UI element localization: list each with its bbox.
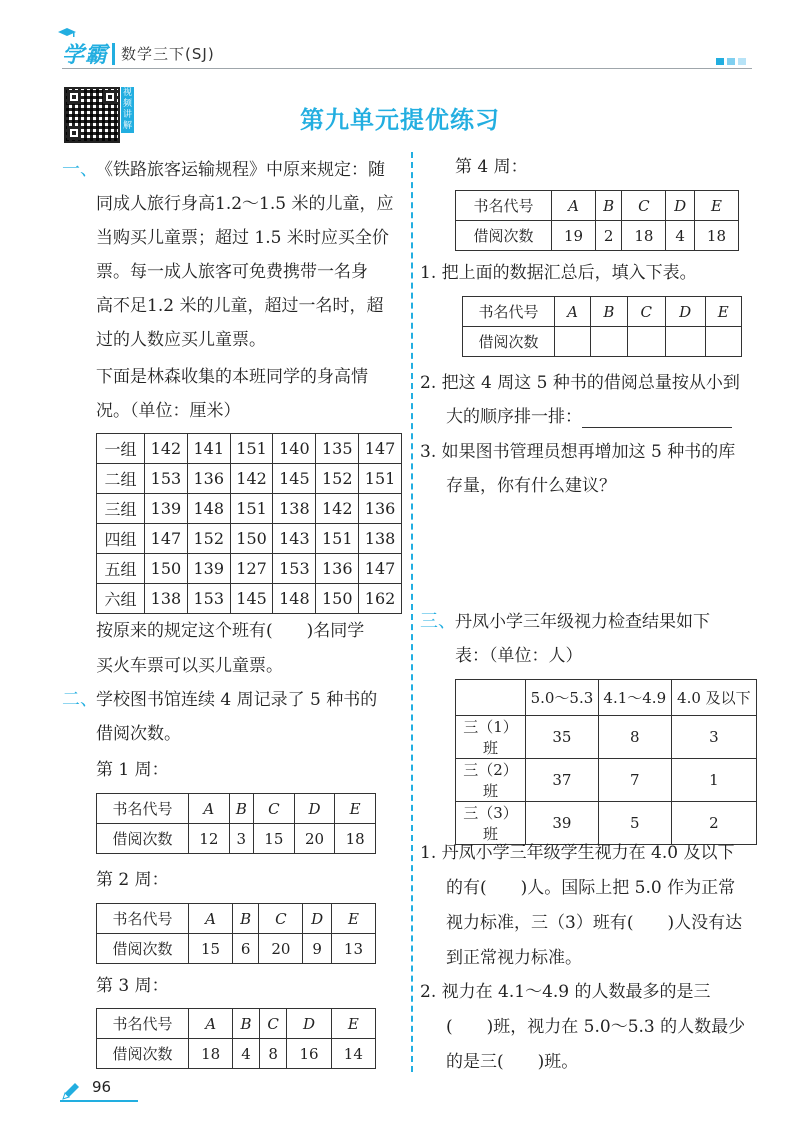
group-label: 六组 (97, 584, 145, 614)
table-cell: 150 (230, 524, 273, 554)
book-code: A (189, 1009, 233, 1039)
table-cell: 135 (316, 434, 359, 464)
answer-cell[interactable] (591, 327, 628, 357)
table-row (97, 554, 402, 584)
table-cell: 37 (526, 759, 599, 802)
q1-intro: 下面是林森收集的本班同学的身高情 (96, 367, 368, 387)
row-header: 借阅次数 (97, 1039, 189, 1069)
column-header: 4.1～4.9 (598, 680, 671, 716)
q1-line: 《铁路旅客运输规程》中原来规定：随 (96, 160, 385, 180)
vision-table (455, 679, 757, 845)
table-cell: 151 (359, 464, 402, 494)
table-cell: 150 (316, 584, 359, 614)
table-row (97, 934, 376, 964)
table-cell: 139 (145, 494, 188, 524)
q1-line: 高不足1.2 米的儿童，超过一名时，超 (96, 296, 384, 316)
answer-cell[interactable] (705, 327, 741, 357)
book-code: C (254, 794, 295, 824)
row-header: 书名代号 (463, 297, 555, 327)
table-cell: 20 (294, 824, 335, 854)
table-cell: 143 (273, 524, 316, 554)
table-cell: 147 (359, 554, 402, 584)
table-cell: 15 (254, 824, 295, 854)
table-cell: 147 (359, 434, 402, 464)
table-cell: 6 (233, 934, 259, 964)
table-cell: 152 (187, 524, 230, 554)
week-1-table (96, 793, 376, 854)
table-cell: 142 (230, 464, 273, 494)
table-cell: 153 (145, 464, 188, 494)
row-header: 借阅次数 (456, 221, 552, 251)
table-row (97, 434, 402, 464)
q2-sub3: 存量，你有什么建议？ (446, 476, 616, 496)
table-cell: 142 (145, 434, 188, 464)
book-code: A (555, 297, 591, 327)
table-cell: 3 (671, 716, 756, 759)
table-cell: 152 (316, 464, 359, 494)
table-row (97, 824, 376, 854)
group-label: 五组 (97, 554, 145, 584)
q2-sub3: 3. 如果图书管理员想再增加这 5 种书的库 (420, 442, 736, 462)
q3-sub1: 1. 丹凤小学三年级学生视力在 4.0 及以下 (420, 843, 735, 863)
video-explain-tag: 视频讲解 (122, 88, 132, 131)
table-row (97, 904, 376, 934)
table-cell: 151 (230, 434, 273, 464)
q2-sub2 (446, 400, 732, 434)
table-cell: 2 (671, 802, 756, 845)
table-row (97, 524, 402, 554)
q2-sub2: 2. 把这 4 周这 5 种书的借阅总量按从小到 (420, 373, 740, 393)
table-cell: 2 (596, 221, 622, 251)
book-code: A (189, 904, 233, 934)
table-row (97, 1039, 376, 1069)
q3-sub2[interactable]: 的是三( )班。 (446, 1052, 579, 1072)
answer-cell[interactable] (627, 327, 665, 357)
deco-square (727, 58, 735, 65)
book-code: A (189, 794, 230, 824)
brand-name: 学霸 (62, 43, 109, 68)
week-3-table (96, 1008, 376, 1069)
week-label: 第 2 周： (96, 870, 169, 890)
book-code: D (287, 1009, 331, 1039)
q3-line: 丹凤小学三年级视力检查结果如下 (455, 612, 710, 632)
table-cell: 18 (622, 221, 666, 251)
table-cell: 136 (316, 554, 359, 584)
book-code: B (229, 794, 253, 824)
book-code: D (666, 191, 695, 221)
table-cell: 39 (526, 802, 599, 845)
table-row (463, 297, 742, 327)
table-cell: 153 (273, 554, 316, 584)
table-cell: 18 (189, 1039, 233, 1069)
q1-answer[interactable]: 按原来的规定这个班有( )名同学 (96, 621, 365, 641)
week-label: 第 3 周： (96, 976, 169, 996)
q2-line: 学校图书馆连续 4 周记录了 5 种书的 (96, 690, 378, 710)
book-code: D (294, 794, 335, 824)
table-cell: 142 (316, 494, 359, 524)
q3-number: 三、 (420, 611, 456, 632)
book-code: E (335, 794, 376, 824)
column-header: 5.0～5.3 (526, 680, 599, 716)
graduation-cap-icon (58, 28, 76, 38)
column-header: 4.0 及以下 (671, 680, 756, 716)
table-cell: 4 (233, 1039, 260, 1069)
week-label: 第 1 周： (96, 760, 169, 780)
table-row (97, 794, 376, 824)
table-cell: 150 (145, 554, 188, 584)
deco-square (716, 58, 724, 65)
book-code: A (552, 191, 596, 221)
table-cell: 5 (598, 802, 671, 845)
table-cell: 18 (694, 221, 738, 251)
book-code: E (705, 297, 741, 327)
row-header: 借阅次数 (97, 824, 189, 854)
q1-intro: 况。（单位：厘米） (96, 401, 241, 421)
table-row (97, 1009, 376, 1039)
table-cell: 136 (187, 464, 230, 494)
table-cell: 153 (187, 584, 230, 614)
group-label: 四组 (97, 524, 145, 554)
q2-sub1: 1. 把上面的数据汇总后，填入下表。 (420, 263, 697, 283)
q1-number: 一、 (62, 159, 98, 180)
table-cell: 145 (230, 584, 273, 614)
table-cell: 139 (187, 554, 230, 584)
q1-line: 过的人数应买儿童票。 (96, 330, 266, 350)
row-header: 书名代号 (97, 794, 189, 824)
table-cell: 162 (359, 584, 402, 614)
table-cell: 141 (187, 434, 230, 464)
week-4-table (455, 190, 739, 251)
week-2-table (96, 903, 376, 964)
group-label: 三组 (97, 494, 145, 524)
table-cell: 12 (189, 824, 230, 854)
column-divider (411, 152, 413, 1072)
table-row (456, 221, 739, 251)
page-header (0, 0, 800, 80)
q3-sub1[interactable]: 的有( )人。国际上把 5.0 作为正常 (446, 878, 736, 898)
table-cell: 4 (666, 221, 695, 251)
footer-rule (60, 1100, 138, 1102)
book-code: C (622, 191, 666, 221)
book-code: B (233, 1009, 260, 1039)
table-cell: 140 (273, 434, 316, 464)
table-cell: 14 (331, 1039, 375, 1069)
table-cell: 151 (230, 494, 273, 524)
q1-line: 当购买儿童票；超过 1.5 米时应买全价 (96, 228, 389, 248)
week-label: 第 4 周： (455, 157, 528, 177)
book-code: C (259, 1009, 287, 1039)
table-cell: 8 (598, 716, 671, 759)
book-code: B (591, 297, 628, 327)
table-cell: 20 (259, 934, 303, 964)
page-number: 96 (92, 1078, 112, 1096)
group-label: 一组 (97, 434, 145, 464)
table-cell: 148 (187, 494, 230, 524)
q1-line: 票。每一成人旅客可免费携带一名身 (96, 262, 368, 282)
table-cell: 8 (259, 1039, 287, 1069)
book-code: C (627, 297, 665, 327)
table-row (463, 327, 742, 357)
table-cell: 127 (230, 554, 273, 584)
table-row (97, 494, 402, 524)
table-row (456, 759, 757, 802)
class-label: 三（2）班 (456, 759, 526, 802)
book-code: E (331, 904, 375, 934)
table-cell: 138 (273, 494, 316, 524)
book-code: E (331, 1009, 375, 1039)
table-cell: 136 (359, 494, 402, 524)
height-table (96, 433, 402, 614)
table-cell: 35 (526, 716, 599, 759)
book-code: E (694, 191, 738, 221)
corner-cell (456, 680, 526, 716)
q2-sub2-text: 大的顺序排一排： (446, 407, 582, 427)
class-label: 三（3）班 (456, 802, 526, 845)
page-title: 第九单元提优练习 (300, 106, 500, 134)
q3-sub1[interactable]: 视力标准，三（3）班有( )人没有达 (446, 913, 743, 933)
table-row (97, 584, 402, 614)
table-cell: 18 (335, 824, 376, 854)
table-cell: 147 (145, 524, 188, 554)
q3-line: 表：（单位：人） (455, 646, 583, 666)
table-cell: 138 (145, 584, 188, 614)
table-row (456, 191, 739, 221)
table-cell: 3 (229, 824, 253, 854)
summary-table (462, 296, 742, 357)
row-header: 借阅次数 (97, 934, 189, 964)
q3-sub2[interactable]: ( )班，视力在 5.0～5.3 的人数最少 (446, 1017, 746, 1037)
group-label: 二组 (97, 464, 145, 494)
table-row (456, 716, 757, 759)
brand-separator (112, 43, 115, 65)
table-row (97, 464, 402, 494)
q1-line: 同成人旅行身高1.2～1.5 米的儿童，应 (96, 194, 394, 214)
table-cell: 15 (189, 934, 233, 964)
table-cell: 1 (671, 759, 756, 802)
header-rule (62, 68, 752, 69)
book-code: D (665, 297, 705, 327)
q2-line: 借阅次数。 (96, 724, 181, 744)
row-header: 书名代号 (456, 191, 552, 221)
table-row (456, 680, 757, 716)
book-code: B (596, 191, 622, 221)
table-cell: 151 (316, 524, 359, 554)
table-cell: 148 (273, 584, 316, 614)
class-label: 三（1）班 (456, 716, 526, 759)
row-header: 借阅次数 (463, 327, 555, 357)
q1-answer: 买火车票可以买儿童票。 (96, 656, 283, 676)
pencil-icon (60, 1080, 82, 1102)
q2-number: 二、 (62, 689, 98, 710)
row-header: 书名代号 (97, 1009, 189, 1039)
q3-sub2: 2. 视力在 4.1～4.9 的人数最多的是三 (420, 982, 711, 1002)
table-cell: 19 (552, 221, 596, 251)
table-cell: 138 (359, 524, 402, 554)
q3-sub1: 到正常视力标准。 (446, 948, 582, 968)
table-cell: 16 (287, 1039, 331, 1069)
book-code: D (303, 904, 332, 934)
answer-cell[interactable] (665, 327, 705, 357)
brand-logo (62, 38, 215, 69)
deco-square (738, 58, 746, 65)
book-code: C (259, 904, 303, 934)
book-title: 数学三下(SJ) (121, 45, 215, 63)
book-code: B (233, 904, 259, 934)
table-cell: 145 (273, 464, 316, 494)
table-cell: 13 (331, 934, 375, 964)
row-header: 书名代号 (97, 904, 189, 934)
table-cell: 7 (598, 759, 671, 802)
table-cell: 9 (303, 934, 332, 964)
answer-cell[interactable] (555, 327, 591, 357)
answer-blank[interactable] (582, 408, 732, 428)
header-decoration (716, 58, 746, 65)
